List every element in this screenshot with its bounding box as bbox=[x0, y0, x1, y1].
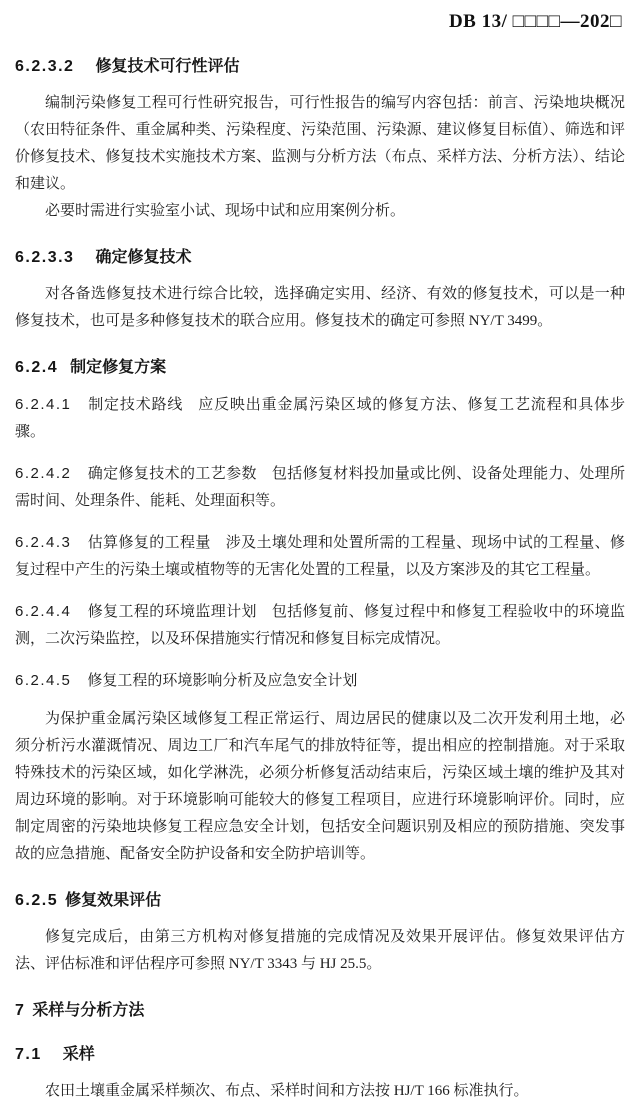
clause-title: 修复效果评估 bbox=[65, 892, 162, 909]
clause-number: 6.2.4.1 bbox=[15, 396, 72, 413]
clause-number: 6.2.4 bbox=[15, 359, 59, 376]
clause-title: 修复技术可行性评估 bbox=[95, 58, 240, 75]
paragraph-feasibility-report: 编制污染修复工程可行性研究报告，可行性报告的编写内容包括：前言、污染地块概况（农田特征条件、重金属种类、污染程度、污染范围、污染源、建议修复目标值）、筛选和评价修复技术、修复技术实施技术方案、监测与分析方法（布点、采样方法、分析方法）、结论和建议。 bbox=[15, 95, 625, 192]
heading-6-2-3-3 bbox=[15, 247, 625, 269]
clause-6-2-4-4 bbox=[15, 598, 625, 653]
clause-title: 制定技术路线 bbox=[87, 396, 184, 413]
clause-title: 采样与分析方法 bbox=[32, 1002, 145, 1019]
clause-number: 6.2.4.3 bbox=[15, 534, 72, 551]
heading-7-1 bbox=[15, 1044, 625, 1066]
clause-6-2-4-3 bbox=[15, 529, 625, 584]
clause-number: 6.2.4.2 bbox=[15, 465, 72, 482]
clause-number: 6.2.3.3 bbox=[15, 249, 75, 266]
clause-title: 确定修复技术 bbox=[95, 249, 192, 266]
heading-7 bbox=[15, 1000, 625, 1022]
clause-title: 修复工程的环境影响分析及应急安全计划 bbox=[87, 672, 358, 689]
clause-number: 6.2.4.4 bbox=[15, 603, 72, 620]
clause-title: 确定修复技术的工艺参数 bbox=[87, 465, 257, 482]
standard-code-header: DB 13/ □□□□—202□ bbox=[448, 11, 622, 32]
clause-text: 包括修复前、修复过程中和修复工程验收中的环境监测，二次污染监控，以及环保措施实行情况和修复目标完成情况。 bbox=[15, 604, 625, 647]
paragraph-environmental-impact: 为保护重金属污染区域修复工程正常运行、周边居民的健康以及二次开发利用土地，必须分析污水灌溉情况、周边工厂和汽车尾气的排放特征等，提出相应的控制措施。对于采取特殊技术的污染区域，如化学淋洗，必须分析修复活动结束后，污染区域土壤的维护及其对周边环境的影响。对于环境影响可能较大的修复工程项目，应进行环境影响评价。同时，应制定周密的污染地块修复工程应急安全计划，包括安全问题识别及相应的预防措施、突发事故的应急措施、配备安全防护设备和安全防护培训等。 bbox=[15, 711, 625, 862]
clause-number: 6.2.4.5 bbox=[15, 672, 72, 689]
heading-6-2-4-5 bbox=[15, 667, 625, 694]
clause-number: 7 bbox=[15, 1002, 26, 1019]
heading-6-2-4 bbox=[15, 357, 625, 379]
paragraph-effect-evaluation: 修复完成后，由第三方机构对修复措施的完成情况及效果开展评估。修复效果评估方法、评估标准和评估程序可参照 NY/T 3343 与 HJ 25.5。 bbox=[15, 929, 625, 972]
clause-title: 制定修复方案 bbox=[70, 359, 167, 376]
clause-text: 包括修复材料投加量或比例、设备处理能力、处理所需时间、处理条件、能耗、处理面积等。 bbox=[15, 466, 625, 509]
clause-6-2-4-2 bbox=[15, 460, 625, 515]
clause-number: 6.2.5 bbox=[15, 892, 59, 909]
clause-title: 估算修复的工程量 bbox=[87, 534, 211, 551]
heading-6-2-3-2 bbox=[15, 56, 625, 78]
clause-title: 修复工程的环境监理计划 bbox=[87, 603, 257, 620]
heading-6-2-5 bbox=[15, 890, 625, 912]
paragraph-feasibility-note: 必要时需进行实验室小试、现场中试和应用案例分析。 bbox=[45, 203, 406, 219]
paragraph-sampling: 农田土壤重金属采样频次、布点、采样时间和方法按 HJ/T 166 标准执行。 bbox=[45, 1083, 529, 1099]
paragraph-determine-technology: 对各备选修复技术进行综合比较，选择确定实用、经济、有效的修复技术，可以是一种修复技术，也可是多种修复技术的联合应用。修复技术的确定可参照 NY/T 3499。 bbox=[15, 286, 625, 329]
clause-6-2-4-1 bbox=[15, 391, 625, 446]
clause-number: 6.2.3.2 bbox=[15, 58, 75, 75]
clause-number: 7.1 bbox=[15, 1046, 42, 1063]
clause-text: 应反映出重金属污染区域的修复方法、修复工艺流程和具体步骤。 bbox=[15, 397, 625, 440]
clause-text: 涉及土壤处理和处置所需的工程量、现场中试的工程量、修复过程中产生的污染土壤或植物等的无害化处置的工程量，以及方案涉及的其它工程量。 bbox=[15, 535, 625, 578]
clause-title: 采样 bbox=[62, 1046, 95, 1063]
